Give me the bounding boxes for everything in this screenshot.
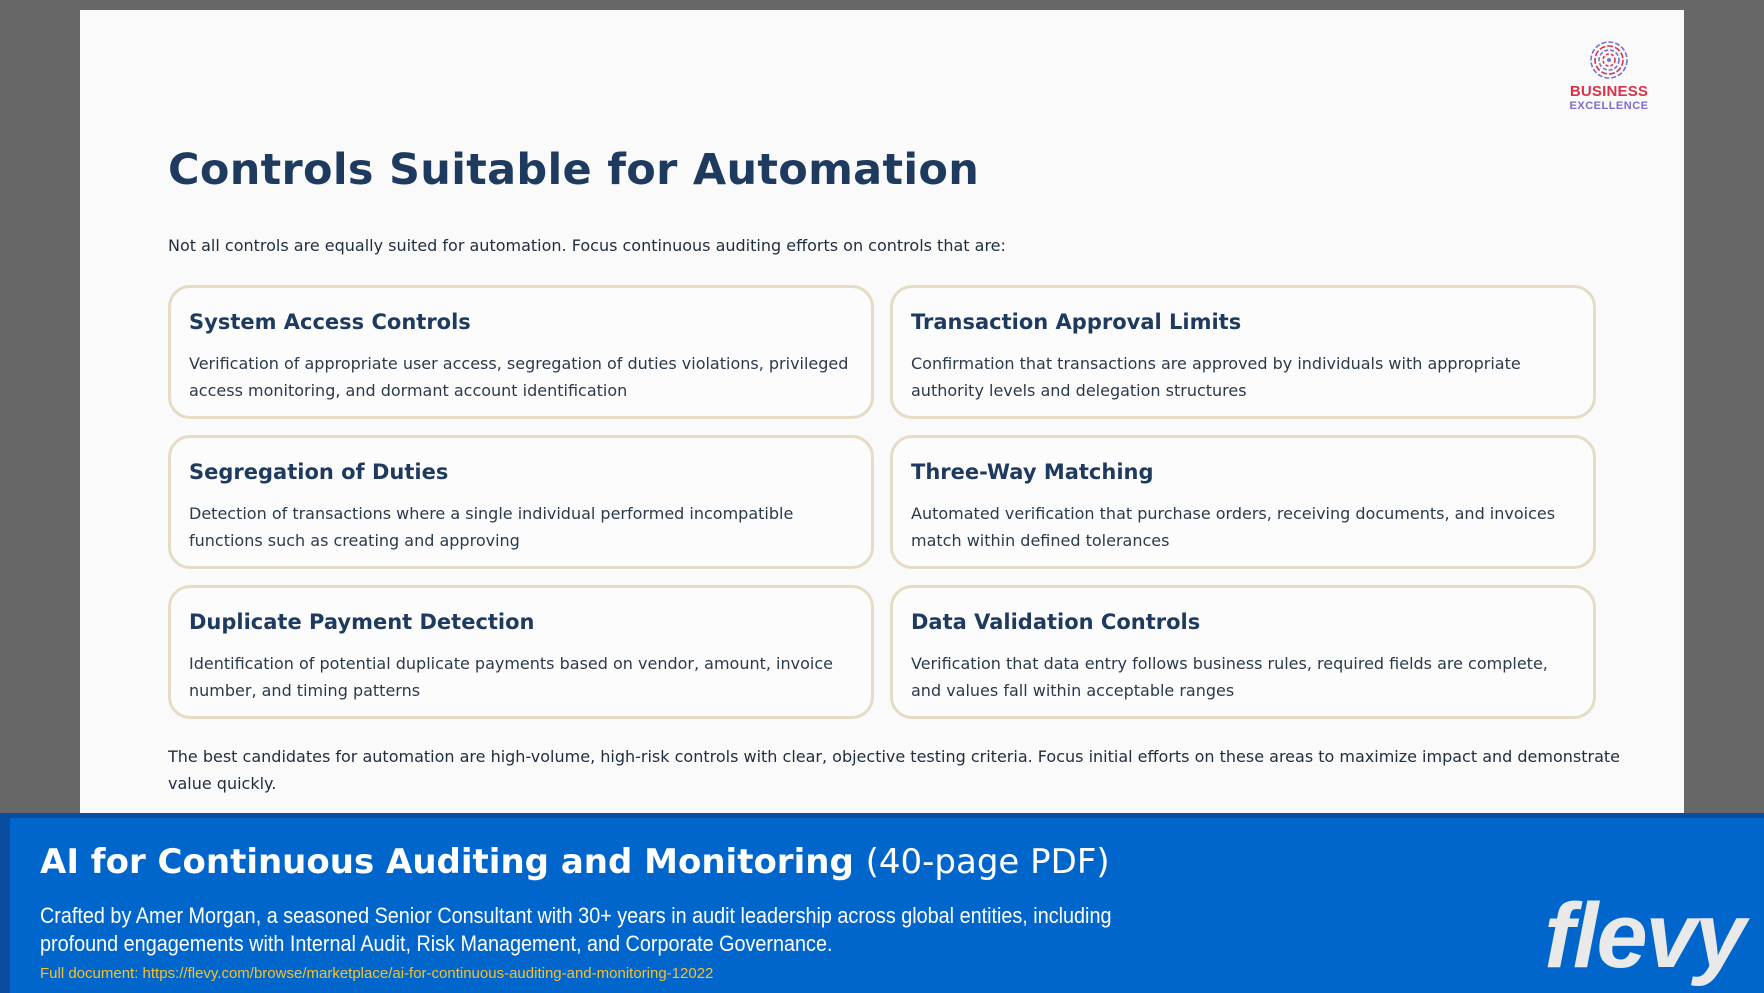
card-title: Transaction Approval Limits <box>911 310 1242 334</box>
intro-text: Not all controls are equally suited for automation. Focus continuous auditing efforts on controls that are: <box>168 236 1006 255</box>
document-link[interactable]: Full document: https://flevy.com/browse/marketplace/ai-for-continuous-auditing-and-monitoring-12022 <box>40 965 714 982</box>
control-card <box>168 285 874 419</box>
slide <box>80 10 1684 816</box>
control-card <box>890 285 1596 419</box>
document-title <box>40 842 1110 882</box>
controls-grid <box>168 285 1596 719</box>
card-description: Automated verification that purchase orders, receiving documents, and invoices match within defined tolerances <box>911 504 1556 550</box>
document-title-main: AI for Continuous Auditing and Monitoring <box>40 842 854 882</box>
card-description: Verification that data entry follows business rules, required fields are complete, and values fall within acceptable ranges <box>911 654 1548 700</box>
logo-text-business: BUSINESS <box>1569 83 1649 100</box>
card-description: Confirmation that transactions are approved by individuals with appropriate authority levels and delegation structures <box>911 354 1521 400</box>
card-description: Verification of appropriate user access, segregation of duties violations, privileged access monitoring, and dormant account identification <box>189 354 849 400</box>
card-title: Data Validation Controls <box>911 610 1201 634</box>
control-card <box>890 585 1596 719</box>
document-description: Crafted by Amer Morgan, a seasoned Senior Consultant with 30+ years in audit leadership across global entities, including profound engagements with Internal Audit, Risk Management, and Corporate Governance. <box>40 903 1112 956</box>
summary-text: The best candidates for automation are high-volume, high-risk controls with clear, objective testing criteria. Focus initial efforts on these areas to maximize impact and demonstrate value quickly. <box>168 747 1621 793</box>
control-card <box>168 435 874 569</box>
fingerprint-icon <box>1589 40 1629 80</box>
card-title: Duplicate Payment Detection <box>189 610 535 634</box>
document-banner <box>0 813 1764 993</box>
control-card <box>890 435 1596 569</box>
page-title: Controls Suitable for Automation <box>168 145 980 195</box>
control-card <box>168 585 874 719</box>
card-title: Segregation of Duties <box>189 460 449 484</box>
logo-text-excellence: EXCELLENCE <box>1569 100 1649 112</box>
document-page-count: (40-page PDF) <box>865 842 1110 882</box>
card-description: Detection of transactions where a single individual performed incompatible functions such as creating and approving <box>189 504 794 550</box>
card-description: Identification of potential duplicate payments based on vendor, amount, invoice number, and timing patterns <box>189 654 833 700</box>
flevy-logo: flevy <box>1544 885 1744 987</box>
business-excellence-logo <box>1564 40 1654 112</box>
card-title: Three-Way Matching <box>911 460 1154 484</box>
card-title: System Access Controls <box>189 310 471 334</box>
